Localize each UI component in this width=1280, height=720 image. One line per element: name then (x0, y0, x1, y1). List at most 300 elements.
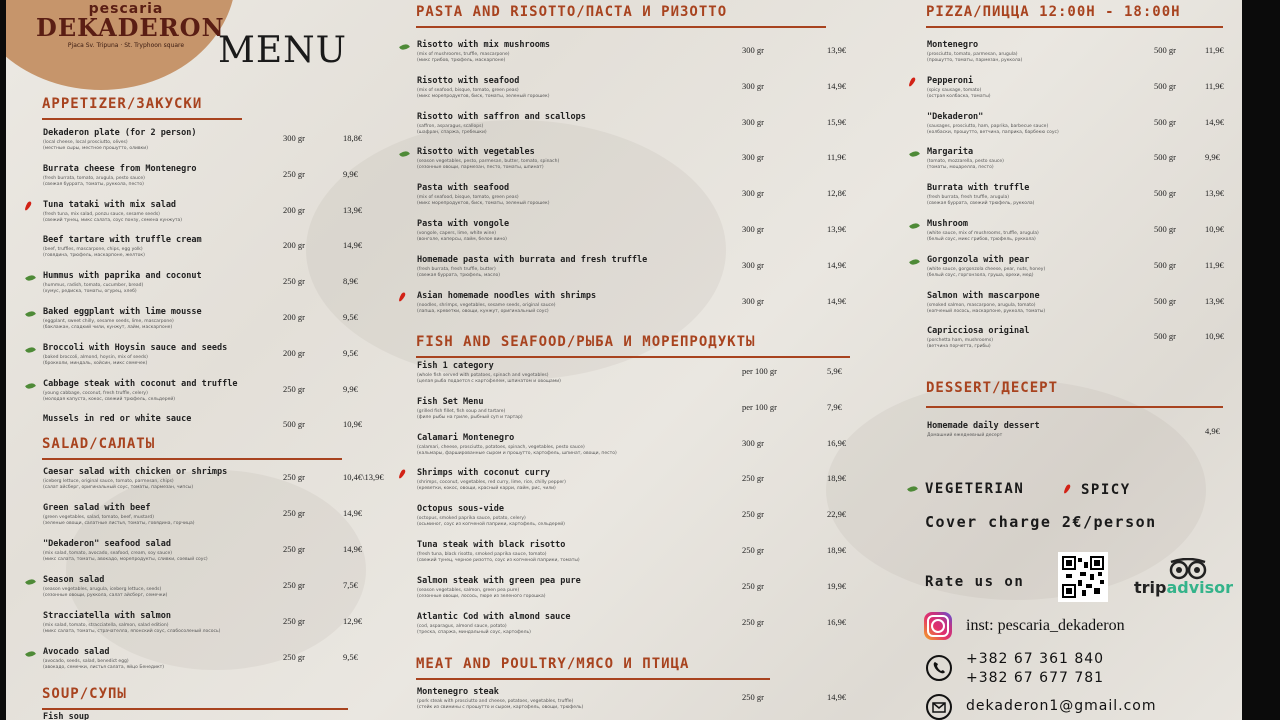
item-weight: 300 gr (742, 295, 764, 306)
item-description-en: (young cabbage, coconut, fresh truffle, celery) (43, 390, 148, 396)
item-description-ru: (микс салата, томаты, авокадо, морепродукты, сливки, соевый соус) (43, 557, 208, 562)
menu-item (927, 40, 1242, 70)
item-description-en: (prosciutto, tomato, parmesan, arugula) (927, 52, 1018, 57)
item-price: 11,9€ (827, 152, 846, 163)
item-description-en: (iceberg lettuce, original sauce, tomato, parmesan, chips) (43, 479, 174, 484)
email-icon (926, 694, 952, 720)
section-title: PIZZA/ПИЦЦА 12:00H - 18:00H (926, 4, 1181, 20)
item-description-en: (eggplant, sweet chilly, sesame seeds, lime, mascarpone) (43, 319, 174, 324)
item-weight: 300 gr (742, 224, 764, 234)
item-name: Cabbage steak with coconut and truffle (43, 378, 238, 389)
item-name: Baked eggplant with lime mousse (43, 307, 202, 317)
item-weight: 250 gr (742, 580, 764, 591)
item-description-ru: (треска, спаржа, миндальный соус, картофель) (417, 629, 531, 635)
menu-item (43, 235, 383, 265)
menu-item (417, 540, 867, 570)
item-weight: 500 gr (1154, 224, 1176, 234)
item-weight: 250 gr (742, 545, 764, 555)
item-description-en: (mix salad, tomato, avocado, seafood, cream, soy sauce) (43, 551, 173, 556)
section-title: APPETIZER/ЗАКУСКИ (42, 96, 203, 112)
item-description-ru: (микс морепродуктов, биск, томаты, зеленый горошек) (417, 93, 550, 99)
item-description-ru: (ветчина порчетта, грибы) (927, 344, 991, 350)
menu-item (43, 467, 383, 497)
item-price: 13,9€ (1205, 295, 1225, 306)
item-description-en: (fresh burrata, fresh truffle, arugula) (927, 195, 1010, 201)
logo-brand-text: DEKADERON (36, 13, 225, 42)
phone-number-1[interactable]: +382 67 361 840 (966, 651, 1105, 667)
menu-item (417, 76, 867, 106)
legend-vegetarian: VEGETERIAN (925, 481, 1025, 497)
item-description-en: Домашний ежедневный десерт (927, 433, 1003, 438)
item-name: Season salad (43, 575, 105, 585)
item-weight: 200 gr (283, 240, 305, 251)
item-weight: 250 gr (283, 508, 305, 518)
item-description-en: (fresh tuna, black risotto, smoked paprika sauce, tomato) (417, 552, 547, 557)
item-price: 13,9€ (827, 224, 847, 234)
section-rule (42, 708, 348, 710)
item-price: 8,9€ (343, 276, 358, 287)
item-description-ru: (свежая буррата, томаты, руккола, песто) (43, 181, 144, 187)
logo (36, 0, 225, 49)
item-price: 16,9€ (827, 616, 847, 627)
item-name: Pepperoni (927, 75, 974, 86)
item-price: 14,9€ (1205, 116, 1225, 127)
menu-item (927, 255, 1242, 285)
menu-item (927, 112, 1242, 142)
item-weight: 500 gr (1154, 188, 1176, 199)
vegetarian-leaf-icon (25, 273, 36, 283)
item-description-en: (cod, asparagus, almond sauce, potato) (417, 623, 507, 629)
item-description-ru: (вонголе, каперсы, лайм, белое вино) (417, 237, 507, 242)
item-description-ru: (брокколи, миндаль, хойсин, микс семечек) (43, 360, 148, 366)
menu-item (927, 219, 1242, 249)
item-weight: 300 gr (742, 80, 764, 91)
item-description-en: (spicy sausage, tomato) (927, 87, 982, 93)
section-rule (926, 26, 1223, 28)
item-description-ru: (стейк из свинины с прошутто и сыром, картофель, овощи, трюфель) (417, 705, 584, 710)
item-name: Fish soup (43, 712, 90, 720)
item-name: Mushroom (927, 219, 968, 229)
phone-icon (926, 655, 952, 681)
item-name: Homemade daily dessert (927, 421, 1040, 431)
section-rule (42, 118, 242, 120)
item-name: Montenegro (927, 40, 979, 50)
item-description-ru: (хумус, редиска, томаты, огурец, хлеб) (43, 289, 137, 295)
item-description-ru: (салат айсберг, оригинальный соус, томаты, пармезан, чипсы) (43, 485, 194, 490)
item-description-en: (white sauce, gorgonzola cheese, pear, nuts, honey) (927, 266, 1046, 272)
item-description-ru: (прошутто, томаты, пармезан, руккола) (927, 58, 1023, 63)
item-description-ru: (свежий тунец, микс салата, соус понзу, семена кунжута) (43, 217, 183, 223)
item-description-ru: (молодая капуста, кокос, свежий трюфель, сельдерей) (43, 396, 176, 402)
item-price: 14,9€ (827, 295, 847, 306)
item-description-en: (hummus, radish, tomato, cucumber, bread) (43, 283, 144, 289)
item-weight: 250 gr (742, 509, 764, 520)
item-description-en: (season vegetables, salmon, green pea pure) (417, 587, 520, 593)
item-price: 14,9€ (343, 240, 363, 251)
item-description-en: (sausages, prosciutto, ham, paprika, barbecue sauce) (927, 123, 1049, 129)
email-address[interactable]: dekaderon1@gmail.com (966, 698, 1157, 714)
menu-item (43, 647, 383, 677)
spicy-pepper-icon (24, 200, 32, 211)
item-description-en: (pork steak with prosciutto and cheese, potatoes, vegetables, truffle) (417, 699, 574, 704)
menu-item (417, 112, 867, 142)
menu-item (417, 433, 867, 463)
menu-item (417, 576, 867, 606)
menu-item (417, 397, 867, 427)
item-description-en: (white sauce, mix of mushrooms, truffle, arugula) (927, 231, 1039, 236)
item-weight: 250 gr (283, 652, 305, 662)
item-price: 22,9€ (827, 509, 847, 520)
item-name: Hummus with paprika and coconut (43, 271, 202, 282)
menu-item (927, 291, 1242, 321)
menu-item (417, 255, 867, 285)
item-description-ru: (сезонные овощи, руккола, салат айсберг, семечки) (43, 593, 168, 598)
item-description-ru: (филе рыбы на гриле, рыбный суп и тартар) (417, 414, 523, 420)
item-description-ru: (микс грибов, трюфель, маскарпоне) (417, 58, 506, 63)
item-price: 19,9€ (827, 580, 847, 591)
spicy-pepper-icon (908, 76, 916, 87)
menu-item (417, 612, 867, 642)
item-price: 15,9€ (827, 116, 847, 127)
item-description-ru: (томаты, моцарелла, песто) (927, 165, 994, 171)
item-weight: 500 gr (1154, 80, 1176, 91)
tripadvisor-part2: advisor (1166, 578, 1234, 597)
item-name: Risotto with saffron and scallops (417, 111, 586, 122)
menu-item (417, 147, 867, 177)
item-description-ru: (белый соус, горгонзола, груша, орехи, мед) (927, 272, 1034, 278)
item-name: Capricciosa original (927, 326, 1030, 337)
item-price: 18,9€ (827, 545, 847, 555)
item-price: 18,8€ (343, 133, 363, 143)
item-name: Tuna steak with black risotto (417, 540, 566, 550)
item-name: Beef tartare with truffle cream (43, 235, 202, 246)
item-price: 13,9€ (343, 204, 363, 215)
item-weight: 300 gr (742, 188, 764, 199)
item-description-ru: (копченый лосось, маскарпоне, руккола, томаты) (927, 308, 1046, 314)
item-weight: 300 gr (742, 437, 764, 448)
menu-item (417, 219, 867, 249)
section-rule (416, 356, 850, 358)
item-price: 4,9€ (1205, 426, 1220, 436)
qr-code-icon[interactable] (1058, 552, 1108, 602)
vegetarian-leaf-icon (909, 149, 920, 159)
item-weight: 500 gr (1154, 116, 1176, 127)
item-description-en: (mix of seafood, bisque, tomato, green peas) (417, 87, 519, 93)
menu-item (417, 687, 867, 717)
menu-item (927, 76, 1242, 106)
item-name: Dekaderon plate (for 2 person) (43, 128, 197, 138)
item-weight: 300 gr (742, 259, 764, 270)
section-title: PASTA AND RISOTTO/ПАСТА И РИЗОТТО (416, 4, 728, 20)
item-price: 9,5€ (343, 347, 358, 358)
item-description-en: (beef, truffles, mascarpone, chips, egg yolk) (43, 247, 143, 253)
vegetarian-leaf-icon (25, 381, 36, 391)
vegetarian-leaf-icon (25, 649, 36, 659)
item-price: 10,9€ (1205, 331, 1225, 342)
item-description-ru: (колбаски, прошутто, ветчина, паприка, барбекю соус) (927, 129, 1059, 135)
item-weight: 200 gr (283, 347, 305, 358)
item-name: Pasta with vongole (417, 219, 510, 229)
item-description-ru: (креветки, кокос, овощи, красный карри, лайм, рис, чили) (417, 486, 556, 492)
menu-item (43, 611, 383, 641)
item-weight: 250 gr (283, 168, 305, 179)
item-name: Fish 1 category (417, 361, 494, 371)
section-rule (416, 26, 826, 28)
item-price: 9,5€ (343, 312, 358, 322)
item-name: Atlantic Cod with almond sauce (417, 611, 571, 622)
item-description-en: (noodles, shrimps, vegetables, sesame seeds, original sauce) (417, 302, 556, 308)
item-description-ru: (сезонные овощи, пармезан, песто, томаты, шпинат) (417, 165, 544, 171)
item-weight: 300 gr (742, 45, 764, 55)
item-name: Fish Set Menu (417, 396, 484, 407)
legend-spicy: SPICY (1081, 482, 1131, 498)
item-price: 9,5€ (343, 652, 358, 662)
item-description-ru: (свежая буррата, свежий трюфель, руккола) (927, 201, 1035, 207)
item-name: Montenegro steak (417, 687, 499, 697)
menu-board (6, 0, 1242, 720)
item-weight: 300 gr (283, 133, 305, 143)
item-description-ru: (свежий тунец, черное ризотто, соус из копченой паприки, томаты) (417, 558, 580, 563)
menu-item (43, 164, 383, 194)
item-price: 11,9€ (1205, 45, 1224, 55)
item-description-ru: (целая рыба подается с картофелем, шпинатом и овощами) (417, 379, 561, 384)
menu-item (927, 421, 1242, 451)
tripadvisor-logo[interactable] (1134, 578, 1233, 597)
item-name: "Dekaderon" (927, 111, 984, 122)
item-name: Homemade pasta with burrata and fresh truffle (417, 254, 648, 265)
menu-item (43, 539, 383, 569)
item-description-en: (avocado, seeds, salad, benedict egg) (43, 659, 129, 664)
menu-item (43, 503, 383, 533)
item-name: Gorgonzola with pear (927, 254, 1030, 265)
item-description-en: (tomato, mozzarella, pesto sauce) (927, 159, 1004, 165)
menu-item (417, 183, 867, 213)
instagram-handle[interactable]: inst: pescaria_dekaderon (966, 617, 1125, 634)
item-weight: 250 gr (742, 473, 764, 484)
section-title: FISH AND SEAFOOD/РЫБА И МОРЕПРОДУКТЫ (416, 334, 756, 350)
logo-address-text: Pjaca Sv. Tripuna · St. Tryphoon square (67, 42, 185, 49)
item-weight: 200 gr (283, 312, 305, 322)
item-description-ru: (острая колбаска, томаты) (927, 93, 991, 99)
item-name: Pasta with seafood (417, 183, 510, 194)
item-name: Salmon steak with green pea pure (417, 575, 581, 586)
item-description-en: (baked broccoli, almond, hoysin, mix of seeds) (43, 354, 148, 360)
section-title: DESSERT/ДЕСЕРТ (926, 380, 1059, 396)
item-description-en: (calamari, cheese, prosciutto, potatoes, spinach, vegetables, pesto sauce) (417, 444, 585, 450)
item-name: Calamari Montenegro (417, 432, 515, 443)
spicy-pepper-icon (398, 469, 406, 480)
item-description-ru: (местные сыры, местное прошутто, оливки) (43, 146, 148, 151)
item-description-ru: (баклажан, сладкий чили, кунжут, лайм, маскарпоне) (43, 325, 173, 330)
item-description-en: (mix salad, tomato, stracciatella, salmon, salad edition) (43, 623, 169, 628)
vegetarian-leaf-icon (909, 257, 920, 267)
item-description-en: (grilled fish fillet, fish soup and tartare) (417, 408, 506, 414)
tripadvisor-part1: trip (1134, 578, 1167, 597)
item-weight: 500 gr (1154, 295, 1176, 306)
item-name: Green salad with beef (43, 503, 151, 513)
item-price: 16,9€ (827, 437, 847, 448)
item-description-ru: (микс салата, томаты, страчателла, японский соус, слабосоленый лосось) (43, 629, 221, 634)
item-description-en: (vongole, capers, lime, white wine) (417, 231, 496, 236)
item-price: 13,9€ (827, 45, 847, 55)
item-weight: 250 gr (742, 616, 764, 627)
item-weight: 250 gr (283, 544, 305, 554)
menu-item (927, 183, 1242, 213)
item-description-ru: (кальмары, фаршированные сыром и прошутто, картофель, шпинат, овощи, песто) (417, 450, 617, 456)
item-description-en: (fresh burrata, fresh truffle, butter) (417, 266, 496, 272)
item-price: 10,9€ (1205, 224, 1225, 234)
item-weight: 500 gr (283, 419, 305, 430)
item-price: 11,9€ (1205, 259, 1224, 270)
item-description-ru: (осьминог, соус из копченой паприки, картофель, сельдерей) (417, 522, 565, 528)
item-name: Salmon with mascarpone (927, 290, 1040, 301)
menu-item (927, 147, 1242, 177)
item-price: 7,5€ (343, 580, 358, 590)
item-name: Risotto with mix mushrooms (417, 40, 551, 50)
item-description-ru: (говядина, трюфель, маскарпоне, желток) (43, 253, 145, 259)
item-description-en: (fresh tuna, mix salad, ponzu sauce, sesame seeds) (43, 211, 160, 217)
menu-item (417, 291, 867, 321)
item-name: Margarita (927, 147, 974, 158)
item-name: Risotto with vegetables (417, 147, 535, 158)
item-name: Stracciatella with salmon (43, 611, 171, 621)
item-weight: 300 gr (742, 152, 764, 163)
menu-item (927, 326, 1242, 356)
item-price: 5,9€ (827, 366, 842, 376)
item-weight: per 100 gr (742, 401, 777, 412)
item-name: Asian homemade noodles with shrimps (417, 290, 597, 301)
item-price: 18,9€ (827, 473, 847, 484)
item-description-ru: (шафран, спаржа, гребешки) (417, 129, 487, 135)
item-description-ru: (микс морепродуктов, биск, томаты, зеленый горошек) (417, 201, 550, 207)
menu-item (417, 504, 867, 534)
item-weight: 250 gr (283, 383, 305, 394)
menu-item (43, 200, 383, 230)
item-description-en: (octopus, smoked paprika sauce, potato, celery) (417, 516, 526, 522)
section-rule (42, 458, 342, 460)
item-price: 14,9€ (827, 80, 847, 91)
section-rule (926, 406, 1223, 408)
item-name: Risotto with seafood (417, 75, 520, 86)
item-description-en: (shrimps, coconut, vegetables, red curry, lime, rice, chilly pepper) (417, 480, 566, 486)
item-description-en: (mix of mushrooms, truffle, mascarpone) (417, 52, 510, 57)
section-rule (416, 678, 770, 680)
item-weight: 500 gr (1154, 152, 1176, 163)
vegetarian-leaf-icon (25, 309, 36, 319)
item-price: 14,9€ (343, 508, 363, 518)
instagram-icon[interactable] (924, 612, 952, 640)
section-title: SALAD/САЛАТЫ (42, 436, 156, 452)
item-name: Mussels in red or white sauce (43, 414, 192, 425)
item-description-en: (season vegetables, arugula, iceberg lettuce, seeds) (43, 587, 162, 592)
item-description-en: (smoked salmon, mascarpone, arugula, tomato) (927, 302, 1036, 308)
menu-item (43, 712, 383, 720)
item-price: 12,8€ (827, 188, 847, 199)
item-weight: 500 gr (1154, 259, 1176, 270)
cover-charge: Cover charge 2€/person (925, 513, 1157, 531)
page-title: MENU (218, 30, 347, 71)
item-weight: 250 gr (283, 616, 305, 626)
item-name: Shrimps with coconut curry (417, 468, 551, 479)
item-price: 12,9€ (343, 616, 363, 626)
item-price: 14,9€ (827, 692, 847, 702)
item-name: Caesar salad with chicken or shrimps (43, 467, 228, 477)
section-title: SOUP/СУПЫ (42, 686, 127, 702)
menu-item (43, 575, 383, 605)
item-name: Burrata with truffle (927, 183, 1030, 194)
item-price: 10,9€ (343, 419, 363, 430)
tripadvisor-owl-icon[interactable] (1168, 558, 1208, 580)
item-weight: 250 gr (283, 276, 305, 287)
item-price: 13,9€ (1205, 188, 1225, 199)
item-description-en: (green vegetables, salad, tomato, beef, mustard) (43, 515, 155, 520)
menu-item (417, 468, 867, 498)
item-description-en: (local cheese, local prosciutto, olives) (43, 140, 128, 145)
item-description-ru: (свежая буррата, трюфель, масло) (417, 272, 501, 278)
menu-item (43, 271, 383, 301)
item-price: 9,9€ (343, 168, 358, 179)
item-description-ru: (зеленые овощи, салатные листья, томаты, говядина, горчица) (43, 521, 195, 526)
vegetarian-leaf-icon (25, 345, 36, 355)
vegetarian-leaf-icon (909, 221, 920, 231)
item-description-ru: (белый соус, микс грибов, трюфель, руккола) (927, 237, 1036, 242)
menu-item (43, 128, 383, 158)
section-title: MEAT AND POULTRY/МЯСО И ПТИЦА (416, 656, 690, 672)
item-price: 9,9€ (1205, 152, 1220, 163)
item-weight: per 100 gr (742, 366, 777, 376)
item-description-ru: (лапша, креветки, овощи, кунжут, оригинальный соус) (417, 308, 549, 314)
rate-us-label: Rate us on (925, 574, 1025, 590)
item-price: 11,9€ (1205, 80, 1224, 91)
vegetarian-leaf-icon (25, 577, 36, 587)
item-price: 14,9€ (827, 259, 847, 270)
menu-item (417, 40, 867, 70)
item-description-ru: (сезонные овощи, лосось, пюре из зеленого горошка) (417, 593, 546, 599)
item-description-en: (porchetta ham, mushrooms) (927, 338, 993, 344)
menu-item (43, 379, 383, 409)
item-weight: 250 gr (283, 580, 305, 590)
item-description-en: (fresh burrata, tomato, arugula, pesto sauce) (43, 175, 145, 181)
item-weight: 200 gr (283, 204, 305, 215)
item-name: Burrata cheese from Montenegro (43, 163, 197, 174)
item-price: 7,9€ (827, 401, 842, 412)
item-description-en: (mix of seafood, bisque, tomato, green peas) (417, 195, 519, 201)
item-name: Tuna tataki with mix salad (43, 199, 177, 210)
menu-item (43, 307, 383, 337)
item-description-en: (season vegetables, pesto, parmesan, butter, tomato, spinach) (417, 159, 560, 165)
item-weight: 250 gr (742, 692, 764, 702)
item-name: "Dekaderon" seafood salad (43, 539, 171, 549)
item-weight: 500 gr (1154, 45, 1176, 55)
item-weight: 500 gr (1154, 331, 1176, 342)
item-price: 14,9€ (343, 544, 363, 554)
item-name: Broccoli with Hoysin sauce and seeds (43, 342, 228, 353)
item-description-en: (saffron, asparagus, scallops) (417, 123, 484, 129)
item-weight: 300 gr (742, 116, 764, 127)
logo-small-text: pescaria (88, 1, 164, 17)
item-weight: 250 gr (283, 472, 305, 482)
item-price: 9,9€ (343, 383, 358, 394)
item-name: Avocado salad (43, 647, 110, 657)
item-name: Octopus sous-vide (417, 504, 504, 515)
menu-item (43, 343, 383, 373)
item-description-ru: (авокадо, семечки, листья салата, яйцо Бенедикт) (43, 665, 165, 670)
item-description-en: (whole fish served with potatoes, spinach and vegetables) (417, 373, 549, 378)
phone-number-2[interactable]: +382 67 677 781 (966, 670, 1105, 686)
vegetarian-leaf-icon (399, 42, 410, 52)
menu-item (417, 361, 867, 391)
item-price: 10,4€\13,9€ (343, 472, 384, 482)
